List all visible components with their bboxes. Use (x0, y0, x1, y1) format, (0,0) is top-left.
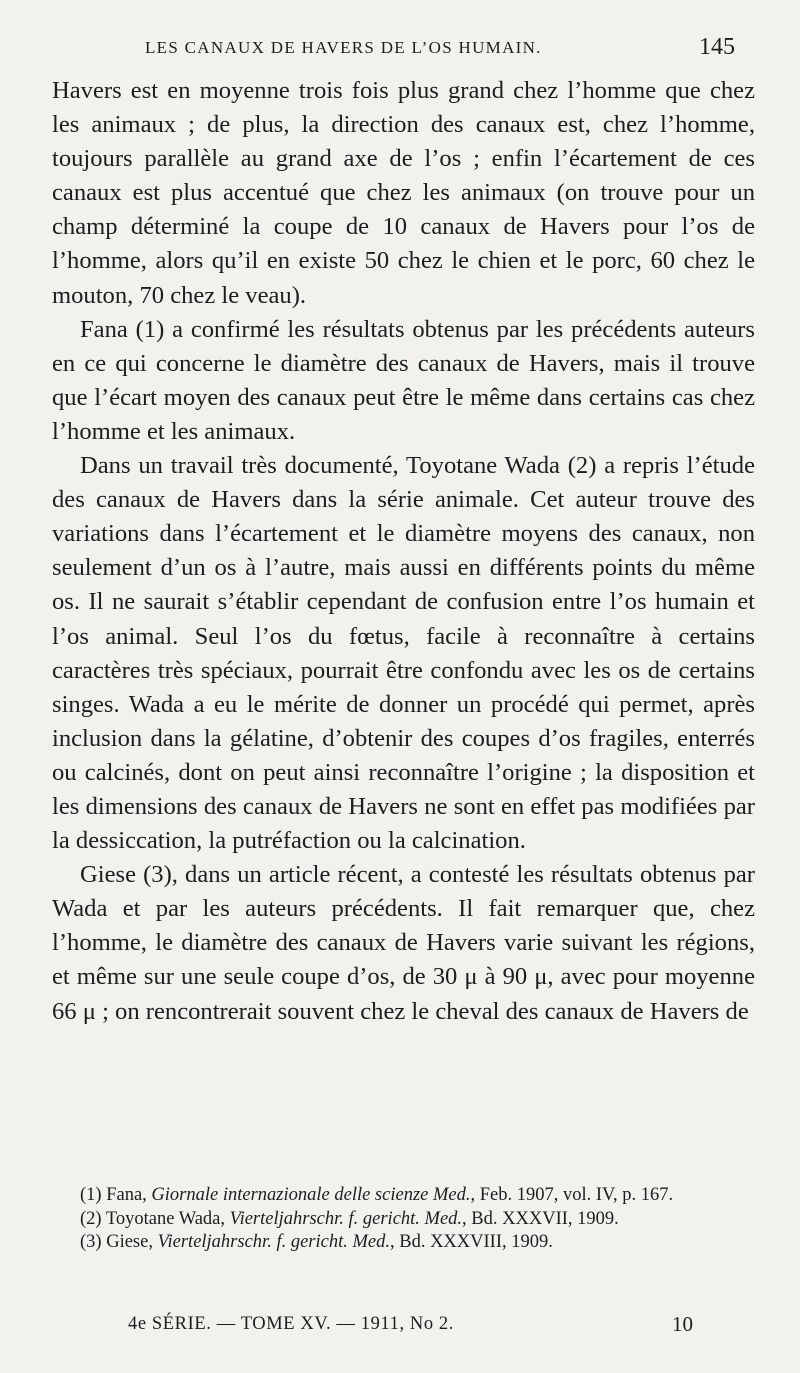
footnote-journal: Vierteljahrschr. f. gericht. Med. (229, 1208, 463, 1229)
body-text (52, 74, 755, 1029)
footnote-reference: , Bd. XXXVIII, 1909. (389, 1232, 553, 1252)
paragraph: Fana (1) a confirmé les résultats obtenus par les précédents auteurs en ce qui concerne le diamètre des canaux de Havers, mais il trouve que l’écart moyen des canaux peut être le même dans certains cas chez l’homme et les animaux. (52, 315, 755, 445)
page-number: 145 (699, 34, 735, 60)
footnote-journal: Vierteljahrschr. f. gericht. Med. (157, 1232, 390, 1252)
footnote (58, 1184, 758, 1208)
footnote-author: Toyotane Wada, (105, 1208, 226, 1229)
running-header (145, 34, 735, 66)
footnote-reference: , Feb. 1907, vol. IV, p. 167. (470, 1185, 674, 1205)
footnote-reference: , Bd. XXXVII, 1909. (462, 1208, 619, 1229)
footnote-marker: (1) (80, 1185, 102, 1205)
paragraph: Giese (3), dans un article récent, a contesté les résultats obtenus par Wada et par les auteurs précédents. Il fait remarquer que, chez l’homme, le diamètre des canaux de Havers varie suivant les régions, et même sur une seule coupe d’os, de 30 μ à 90 μ, avec pour moyenne 66 μ ; on rencontrerait souvent chez le cheval des canaux de Havers de (52, 861, 755, 1025)
footnote (58, 1208, 758, 1232)
footnote-author: Giese, (106, 1232, 153, 1252)
paragraph: Dans un travail très documenté, Toyotane Wada (2) a repris l’étude des canaux de Havers dans la série animale. Cet auteur trouve des variations dans l’écartement et le diamètre moyens des canaux, non seulement d’un os à l’autre, mais aussi en différents points du même os. Il ne saurait s’établir cependant de confusion entre l’os humain et l’os animal. Seul l’os du fœtus, facile à reconnaître à certains caractères très spéciaux, pourrait être confondu avec les os de certains singes. Wada a eu le mérite de donner un procédé qui permet, après inclusion dans la gélatine, d’obtenir des coupes d’os fragiles, enterrés ou calcinés, dont on peut ainsi reconnaître l’origine ; la disposition et les dimensions des canaux de Havers ne sont en effet pas modifiées par la dessiccation, la putréfaction ou la calcination. (52, 452, 755, 855)
footnotes (58, 1184, 758, 1255)
paragraph: Havers est en moyenne trois fois plus grand chez l’homme que chez les animaux ; de plus, la direction des canaux est, chez l’homme, toujours parallèle au grand axe de l’os ; enfin l’écartement de ces canaux est plus accentué que chez les animaux (on trouve pour un champ déterminé la coupe de 10 canaux de Havers pour l’os de l’homme, alors qu’il en existe 50 chez le chien et le porc, 60 chez le mouton, 70 chez le veau). (52, 77, 755, 309)
footnote-marker: (3) (80, 1232, 102, 1252)
footnote-author: Fana, (106, 1185, 147, 1205)
running-title: LES CANAUX DE HAVERS DE L’OS HUMAIN. (145, 38, 542, 57)
footnote-journal: Giornale internazionale delle scienze Med. (151, 1185, 471, 1205)
footnote-marker: (2) (80, 1208, 102, 1229)
footnote (58, 1231, 758, 1255)
page-footer (128, 1312, 693, 1340)
signature-line: 4e SÉRIE. — TOME XV. — 1911, No 2. (128, 1314, 455, 1334)
sheet-number: 10 (672, 1312, 693, 1336)
